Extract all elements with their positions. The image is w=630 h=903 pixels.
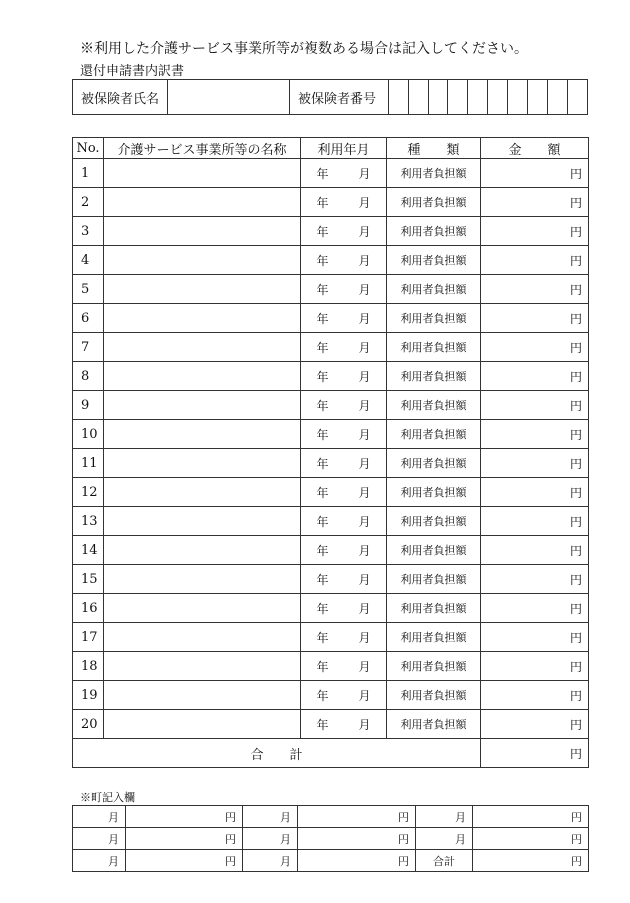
town-month-cell[interactable]: 月	[416, 828, 473, 850]
kind-cell: 利用者負担額	[387, 246, 481, 275]
facility-name-field[interactable]	[104, 304, 301, 333]
year-unit: 年	[316, 311, 329, 326]
town-row	[73, 828, 589, 850]
town-yen-cell[interactable]: 円	[298, 806, 416, 828]
instruction-note: ※利用した介護サービス事業所等が複数ある場合は記入してください。	[80, 41, 528, 57]
usage-month-field[interactable]	[301, 362, 387, 391]
col-month-header: 利用年月	[301, 138, 387, 159]
amount-field[interactable]: 円	[481, 623, 589, 652]
facility-name-field[interactable]	[104, 565, 301, 594]
month-unit: 月	[358, 369, 371, 384]
year-unit: 年	[316, 572, 329, 587]
amount-field[interactable]: 円	[481, 391, 589, 420]
row-number: 8	[73, 362, 104, 391]
amount-field[interactable]: 円	[481, 275, 589, 304]
col-name-header: 介護サービス事業所等の名称	[104, 138, 301, 159]
year-unit: 年	[316, 427, 329, 442]
table-row	[73, 449, 589, 478]
month-unit: 月	[358, 688, 371, 703]
year-unit: 年	[316, 398, 329, 413]
facility-name-field[interactable]	[104, 246, 301, 275]
usage-month-field[interactable]	[301, 565, 387, 594]
town-total-yen-cell[interactable]: 円	[473, 850, 589, 872]
total-amount-field[interactable]: 円	[481, 739, 589, 768]
table-row	[73, 159, 589, 188]
facility-name-field[interactable]	[104, 536, 301, 565]
year-unit: 年	[316, 601, 329, 616]
table-row	[73, 246, 589, 275]
table-row	[73, 652, 589, 681]
insured-number-label: 被保険者番号	[290, 80, 389, 115]
insured-info-table	[72, 79, 588, 115]
month-unit: 月	[358, 166, 371, 181]
month-unit: 月	[358, 311, 371, 326]
year-unit: 年	[316, 659, 329, 674]
year-unit: 年	[316, 195, 329, 210]
row-number: 7	[73, 333, 104, 362]
table-row	[73, 420, 589, 449]
year-unit: 年	[316, 369, 329, 384]
month-unit: 月	[358, 659, 371, 674]
row-number: 1	[73, 159, 104, 188]
facility-name-field[interactable]	[104, 652, 301, 681]
row-number: 5	[73, 275, 104, 304]
month-unit: 月	[358, 427, 371, 442]
facility-name-field[interactable]	[104, 391, 301, 420]
table-row	[73, 362, 589, 391]
amount-field[interactable]: 円	[481, 449, 589, 478]
table-row	[73, 681, 589, 710]
year-unit: 年	[316, 688, 329, 703]
amount-field[interactable]: 円	[481, 420, 589, 449]
table-row	[73, 710, 589, 739]
row-number: 15	[73, 565, 104, 594]
usage-month-field[interactable]	[301, 652, 387, 681]
row-number: 18	[73, 652, 104, 681]
usage-month-field[interactable]	[301, 710, 387, 739]
facility-name-field[interactable]	[104, 188, 301, 217]
usage-month-field[interactable]	[301, 188, 387, 217]
amount-field[interactable]: 円	[481, 507, 589, 536]
kind-cell: 利用者負担額	[387, 594, 481, 623]
facility-name-field[interactable]	[104, 420, 301, 449]
usage-month-field[interactable]	[301, 449, 387, 478]
facility-name-field[interactable]	[104, 623, 301, 652]
insured-number-digit[interactable]	[567, 80, 587, 115]
year-unit: 年	[316, 485, 329, 500]
facility-name-field[interactable]	[104, 449, 301, 478]
kind-cell: 利用者負担額	[387, 304, 481, 333]
usage-month-field[interactable]	[301, 304, 387, 333]
facility-name-field[interactable]	[104, 275, 301, 304]
usage-month-field[interactable]	[301, 507, 387, 536]
town-yen-cell[interactable]: 円	[473, 828, 589, 850]
table-row	[73, 304, 589, 333]
amount-field[interactable]: 円	[481, 536, 589, 565]
month-unit: 月	[358, 514, 371, 529]
town-month-cell[interactable]: 月	[243, 850, 298, 872]
insured-number-digit[interactable]	[508, 80, 528, 115]
table-row	[73, 217, 589, 246]
table-header-row	[73, 138, 589, 159]
table-row	[73, 594, 589, 623]
month-unit: 月	[358, 195, 371, 210]
insured-number-digit[interactable]	[388, 80, 408, 115]
town-month-cell[interactable]: 月	[416, 806, 473, 828]
year-unit: 年	[316, 282, 329, 297]
year-unit: 年	[316, 166, 329, 181]
row-number: 10	[73, 420, 104, 449]
usage-month-field[interactable]	[301, 420, 387, 449]
col-amount-header: 金 額	[481, 138, 589, 159]
table-row	[73, 536, 589, 565]
town-month-cell[interactable]: 月	[73, 828, 126, 850]
town-month-cell[interactable]: 月	[243, 828, 298, 850]
table-row	[73, 188, 589, 217]
row-number: 3	[73, 217, 104, 246]
table-row	[73, 507, 589, 536]
kind-cell: 利用者負担額	[387, 217, 481, 246]
table-row	[73, 391, 589, 420]
usage-month-field[interactable]	[301, 159, 387, 188]
insured-number-digit[interactable]	[548, 80, 568, 115]
kind-cell: 利用者負担額	[387, 536, 481, 565]
year-unit: 年	[316, 224, 329, 239]
amount-field[interactable]: 円	[481, 478, 589, 507]
facility-name-field[interactable]	[104, 333, 301, 362]
town-yen-cell[interactable]: 円	[298, 828, 416, 850]
insured-name-label: 被保険者氏名	[73, 80, 168, 115]
kind-cell: 利用者負担額	[387, 710, 481, 739]
usage-month-field[interactable]	[301, 681, 387, 710]
facility-name-field[interactable]	[104, 507, 301, 536]
table-row	[73, 275, 589, 304]
usage-month-field[interactable]	[301, 391, 387, 420]
insured-name-field[interactable]	[167, 80, 289, 115]
amount-field[interactable]: 円	[481, 681, 589, 710]
usage-month-field[interactable]	[301, 333, 387, 362]
month-unit: 月	[358, 282, 371, 297]
total-label: 合 計	[73, 739, 481, 768]
month-unit: 月	[358, 224, 371, 239]
month-unit: 月	[358, 485, 371, 500]
insured-number-digit[interactable]	[528, 80, 548, 115]
facility-name-field[interactable]	[104, 217, 301, 246]
row-number: 9	[73, 391, 104, 420]
kind-cell: 利用者負担額	[387, 275, 481, 304]
insured-number-digit[interactable]	[468, 80, 488, 115]
amount-field[interactable]: 円	[481, 565, 589, 594]
row-number: 12	[73, 478, 104, 507]
amount-field[interactable]: 円	[481, 217, 589, 246]
facility-name-field[interactable]	[104, 681, 301, 710]
month-unit: 月	[358, 630, 371, 645]
insured-number-digit[interactable]	[488, 80, 508, 115]
row-number: 20	[73, 710, 104, 739]
total-row	[73, 739, 589, 768]
town-entry-table	[72, 805, 589, 872]
year-unit: 年	[316, 543, 329, 558]
month-unit: 月	[358, 601, 371, 616]
amount-field[interactable]: 円	[481, 652, 589, 681]
amount-field[interactable]: 円	[481, 159, 589, 188]
town-month-cell[interactable]: 月	[73, 850, 126, 872]
month-unit: 月	[358, 340, 371, 355]
town-section-title: ※町記入欄	[80, 791, 135, 804]
facility-name-field[interactable]	[104, 594, 301, 623]
row-number: 14	[73, 536, 104, 565]
kind-cell: 利用者負担額	[387, 565, 481, 594]
year-unit: 年	[316, 514, 329, 529]
usage-month-field[interactable]	[301, 478, 387, 507]
facility-name-field[interactable]	[104, 478, 301, 507]
amount-field[interactable]: 円	[481, 594, 589, 623]
row-number: 4	[73, 246, 104, 275]
col-kind-header: 種 類	[387, 138, 481, 159]
insured-number-digit[interactable]	[448, 80, 468, 115]
insured-number-digit[interactable]	[428, 80, 448, 115]
kind-cell: 利用者負担額	[387, 188, 481, 217]
table-row	[73, 333, 589, 362]
row-number: 17	[73, 623, 104, 652]
kind-cell: 利用者負担額	[387, 362, 481, 391]
insured-number-digit[interactable]	[408, 80, 428, 115]
kind-cell: 利用者負担額	[387, 333, 481, 362]
form-subtitle: 還付申請書内訳書	[80, 64, 185, 79]
usage-month-field[interactable]	[301, 623, 387, 652]
usage-month-field[interactable]	[301, 594, 387, 623]
kind-cell: 利用者負担額	[387, 507, 481, 536]
town-yen-cell[interactable]: 円	[473, 806, 589, 828]
facility-name-field[interactable]	[104, 362, 301, 391]
month-unit: 月	[358, 572, 371, 587]
amount-field[interactable]: 円	[481, 304, 589, 333]
town-row	[73, 850, 589, 872]
amount-field[interactable]: 円	[481, 333, 589, 362]
town-yen-cell[interactable]: 円	[126, 828, 243, 850]
town-yen-cell[interactable]: 円	[298, 850, 416, 872]
town-total-label: 合計	[416, 850, 473, 872]
kind-cell: 利用者負担額	[387, 159, 481, 188]
usage-month-field[interactable]	[301, 536, 387, 565]
row-number: 16	[73, 594, 104, 623]
town-yen-cell[interactable]: 円	[126, 806, 243, 828]
year-unit: 年	[316, 717, 329, 732]
year-unit: 年	[316, 456, 329, 471]
year-unit: 年	[316, 253, 329, 268]
table-row	[73, 623, 589, 652]
month-unit: 月	[358, 456, 371, 471]
town-row	[73, 806, 589, 828]
amount-field[interactable]: 円	[481, 710, 589, 739]
usage-month-field[interactable]	[301, 275, 387, 304]
row-number: 11	[73, 449, 104, 478]
month-unit: 月	[358, 543, 371, 558]
kind-cell: 利用者負担額	[387, 449, 481, 478]
amount-field[interactable]: 円	[481, 246, 589, 275]
facility-name-field[interactable]	[104, 710, 301, 739]
year-unit: 年	[316, 630, 329, 645]
kind-cell: 利用者負担額	[387, 478, 481, 507]
facility-name-field[interactable]	[104, 159, 301, 188]
kind-cell: 利用者負担額	[387, 681, 481, 710]
month-unit: 月	[358, 717, 371, 732]
amount-field[interactable]: 円	[481, 362, 589, 391]
month-unit: 月	[358, 398, 371, 413]
table-row	[73, 565, 589, 594]
amount-field[interactable]: 円	[481, 188, 589, 217]
usage-month-field[interactable]	[301, 246, 387, 275]
kind-cell: 利用者負担額	[387, 652, 481, 681]
town-yen-cell[interactable]: 円	[126, 850, 243, 872]
kind-cell: 利用者負担額	[387, 623, 481, 652]
service-breakdown-table	[72, 137, 589, 768]
row-number: 13	[73, 507, 104, 536]
table-row	[73, 478, 589, 507]
usage-month-field[interactable]	[301, 217, 387, 246]
row-number: 6	[73, 304, 104, 333]
town-month-cell[interactable]: 月	[243, 806, 298, 828]
row-number: 19	[73, 681, 104, 710]
kind-cell: 利用者負担額	[387, 391, 481, 420]
year-unit: 年	[316, 340, 329, 355]
col-no-header: No.	[73, 138, 104, 159]
row-number: 2	[73, 188, 104, 217]
month-unit: 月	[358, 253, 371, 268]
kind-cell: 利用者負担額	[387, 420, 481, 449]
town-month-cell[interactable]: 月	[73, 806, 126, 828]
